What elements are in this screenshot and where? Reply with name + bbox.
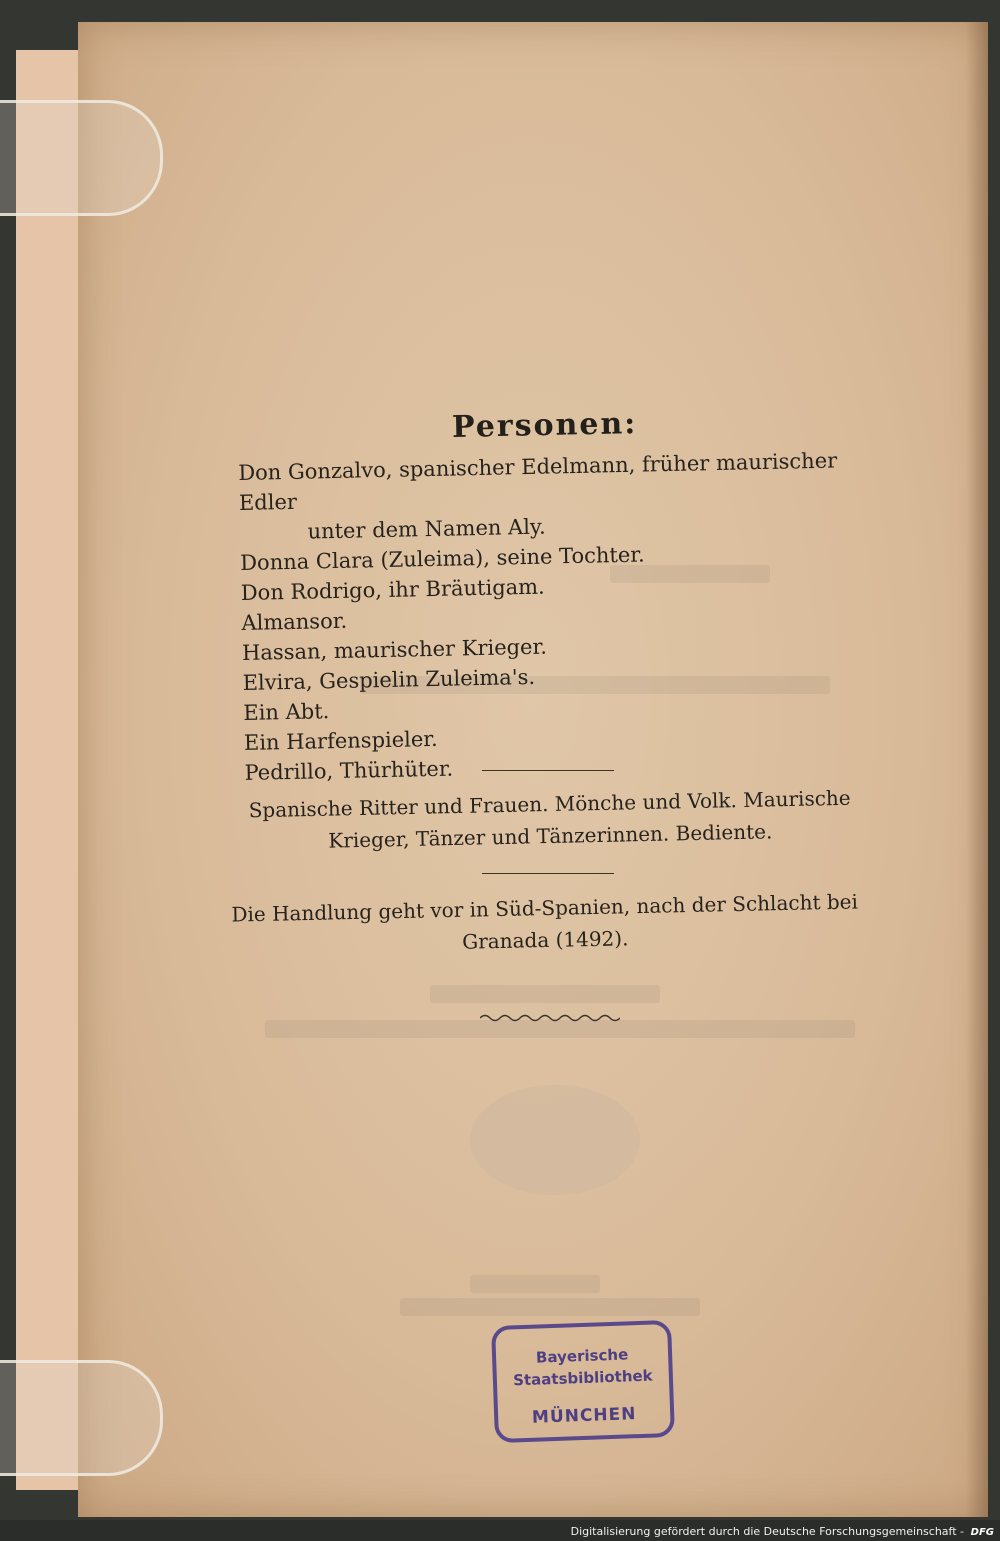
cast-list (238, 445, 885, 788)
divider-rule (482, 770, 614, 771)
divider-rule (482, 873, 614, 874)
setting-note: Die Handlung geht vor in Süd-Spanien, nach der Schlacht bei Granada (1492). (231, 889, 859, 954)
page-heading: Personen: (451, 406, 638, 445)
cast-entry: Almansor. (241, 608, 348, 635)
cast-entry: Hassan, maurischer Krieger. (241, 634, 548, 665)
bleed-through-line (430, 985, 660, 1003)
extras-note: Spanische Ritter und Frauen. Mönche und Volk. Maurische Krieger, Tänzer und Tänzerinnen. Bediente. (248, 785, 851, 853)
dfg-logo: DFG (970, 1527, 994, 1538)
cast-entry: Don Gonzalvo, spanischer Edelmann, früher maurischer Edler (238, 448, 838, 515)
cast-entry: Don Rodrigo, ihr Bräutigam. (240, 574, 545, 605)
stamp-line-2: Staatsbibliothek (512, 1366, 653, 1390)
cast-entry-continuation: unter dem Namen Aly. (307, 514, 546, 544)
bleed-through-line (400, 1298, 700, 1316)
stamp-city: MÜNCHEN (531, 1404, 637, 1428)
page-edge-shadow (966, 22, 988, 1517)
page-clip-top (0, 100, 163, 216)
stamp-line-1: Bayerische (535, 1345, 629, 1367)
cast-entry: Ein Harfenspieler. (243, 726, 438, 755)
ornamental-squiggle (480, 1012, 620, 1024)
cast-entry: Pedrillo, Thürhüter. (244, 756, 454, 785)
cast-entry: Ein Abt. (243, 699, 330, 725)
faint-stamp-mark (470, 1085, 640, 1195)
bleed-through-line (470, 1275, 600, 1293)
digitization-credit: Digitalisierung gefördert durch die Deutsche Forschungsgemeinschaft - (570, 1525, 964, 1538)
library-stamp (491, 1320, 675, 1443)
page-clip-bottom (0, 1360, 163, 1476)
cast-entry: Donna Clara (Zuleima), seine Tochter. (239, 542, 645, 575)
bleed-through-title (339, 256, 761, 364)
cast-entry: Elvira, Gespielin Zuleima's. (242, 664, 536, 695)
